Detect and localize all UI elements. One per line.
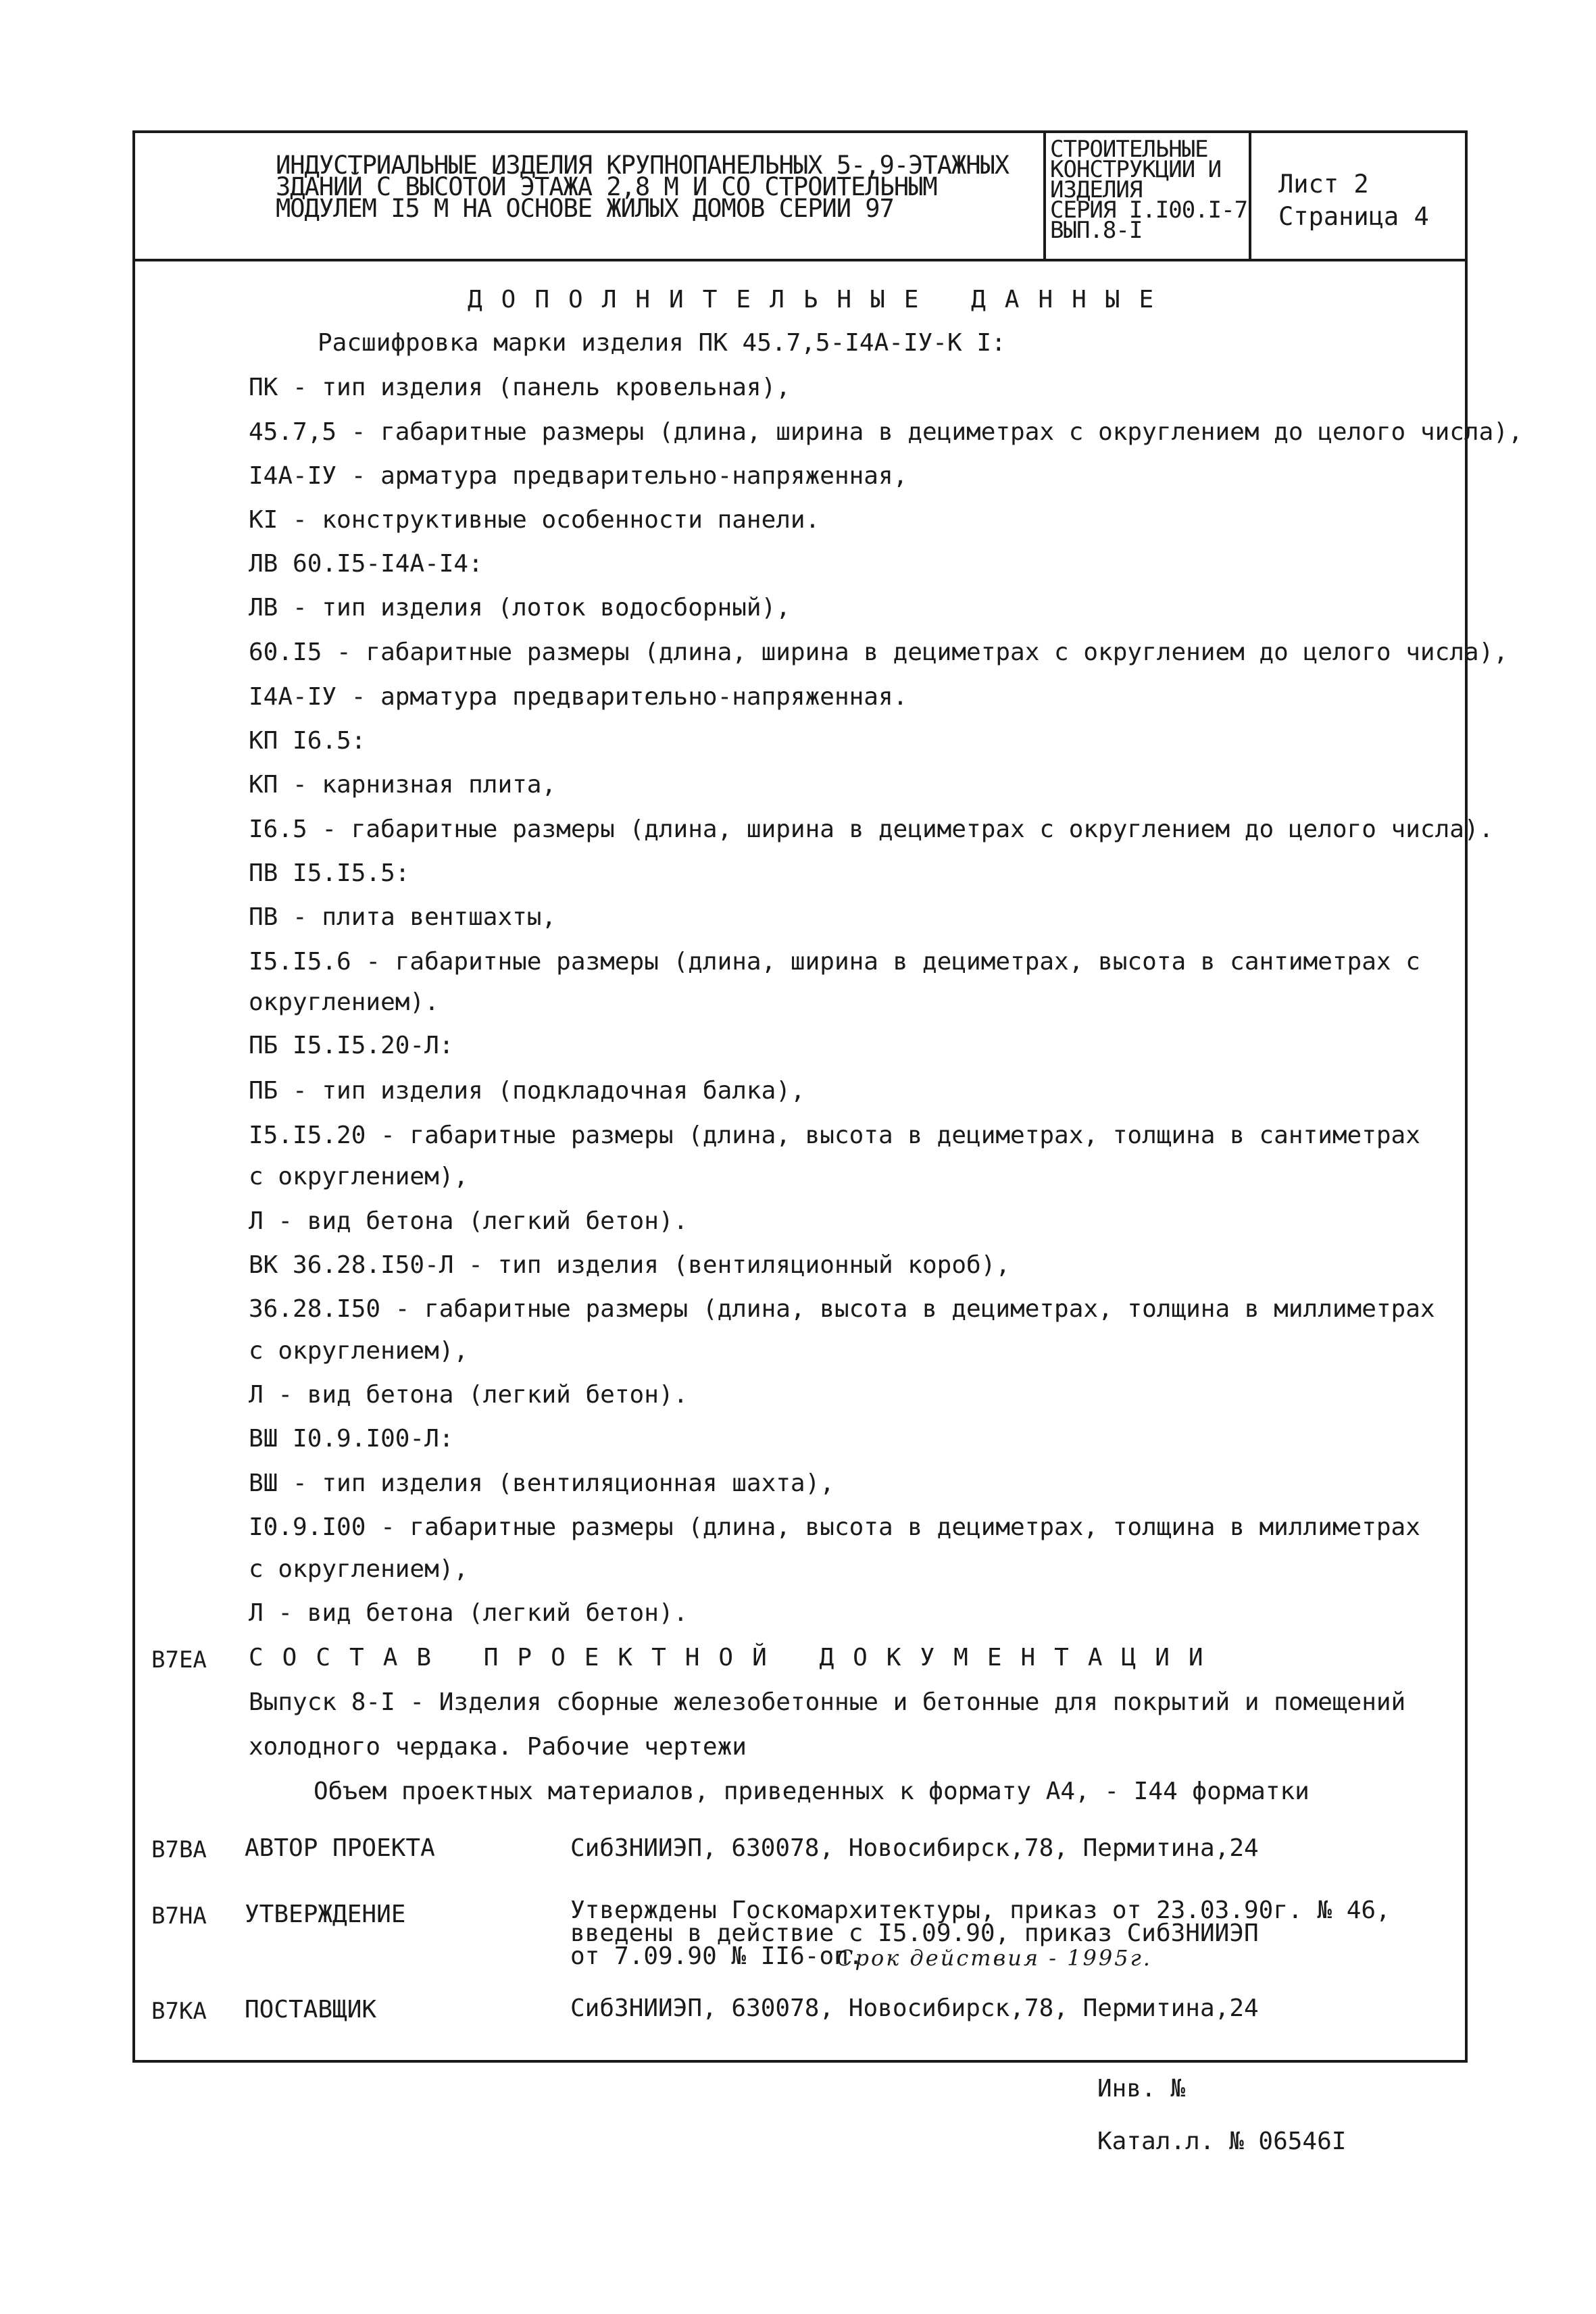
additional-line: ПБ - тип изделия (подкладочная балка), <box>249 1077 805 1105</box>
composition-code: В7ЕА <box>151 1646 207 1674</box>
additional-line: I5.I5.20 - габаритные размеры (длина, высота в дециметрах, толщина в сантиметрах <box>249 1122 1420 1149</box>
supplier-code: В7КА <box>151 1998 207 2025</box>
title-line-1: ИНДУСТРИАЛЬНЫЕ ИЗДЕЛИЯ КРУПНОПАНЕЛЬНЫХ 5-,9-ЭТАЖНЫХ <box>276 151 1009 180</box>
title-block-title <box>132 130 1046 259</box>
additional-line: I0.9.I00 - габаритные размеры (длина, высота в дециметрах, толщина в миллиметрах <box>249 1513 1420 1541</box>
approval-label: УТВЕРЖДЕНИЕ <box>245 1901 406 1928</box>
additional-line: I5.I5.6 - габаритные размеры (длина, ширина в дециметрах, высота в сантиметрах с <box>249 948 1420 976</box>
title-line-2: ЗДАНИЙ С ВЫСОТОЙ ЭТАЖА 2,8 М И СО СТРОИТЕЛЬНЫМ <box>276 172 937 201</box>
author-label: АВТОР ПРОЕКТА <box>245 1834 435 1862</box>
author-value: СибЗНИИЭП, 630078, Новосибирск,78, Пермитина,24 <box>570 1834 1259 1862</box>
approval-code: В7НА <box>151 1903 207 1930</box>
sheet-label: Лист 2 <box>1278 170 1369 199</box>
additional-line: округлением). <box>249 988 439 1016</box>
series-line-5: ВЫП.8-I <box>1050 217 1143 244</box>
catalog-number: Катал.л. № 06546I <box>1097 2128 1347 2155</box>
approval-line-1: Утверждены Госкомархитектуры, приказ от 23.03.90г. № 46, <box>570 1896 1391 1924</box>
composition-line-2: холодного чердака. Рабочие чертежи <box>249 1733 747 1761</box>
additional-line: КI - конструктивные особенности панели. <box>249 506 820 534</box>
author-code: В7ВА <box>151 1836 207 1863</box>
additional-line: 60.I5 - габаритные размеры (длина, ширина в дециметрах с округлением до целого числа), <box>249 638 1508 666</box>
inventory-number: Инв. № <box>1097 2075 1186 2103</box>
additional-line: ЛВ 60.I5-I4А-I4: <box>249 550 483 578</box>
additional-line: ВШ - тип изделия (вентиляционная шахта), <box>249 1469 834 1497</box>
additional-line: 45.7,5 - габаритные размеры (длина, ширина в дециметрах с округлением до целого числа), <box>249 418 1523 446</box>
composition-heading: СОСТАВ ПРОЕКТНОЙ ДОКУМЕНТАЦИИ <box>249 1644 1222 1671</box>
title-block-series <box>1046 130 1251 259</box>
additional-line: Л - вид бетона (легкий бетон). <box>249 1599 689 1627</box>
additional-line: Л - вид бетона (легкий бетон). <box>249 1381 689 1409</box>
series-line-4: СЕРИЯ I.I00.I-7 <box>1050 197 1248 224</box>
additional-line: ПВ I5.I5.5: <box>249 859 410 887</box>
additional-line: Расшифровка марки изделия ПК 45.7,5-I4А-IУ-К I: <box>318 329 1006 357</box>
additional-line: с округлением), <box>249 1163 469 1190</box>
additional-line: ВШ I0.9.I00-Л: <box>249 1425 454 1453</box>
additional-line: с округлением), <box>249 1337 469 1365</box>
additional-line: 36.28.I50 - габаритные размеры (длина, высота в дециметрах, толщина в миллиметрах <box>249 1295 1435 1323</box>
composition-line-1: Выпуск 8-I - Изделия сборные железобетонные и бетонные для покрытий и помещений <box>249 1688 1406 1716</box>
additional-line: ПВ - плита вентшахты, <box>249 903 557 931</box>
approval-handwritten-term: Срок действия - 1995г. <box>837 1945 1152 1971</box>
additional-line: с округлением), <box>249 1555 469 1583</box>
composition-line-3: Объем проектных материалов, приведенных к формату А4, - I44 форматки <box>314 1778 1310 1805</box>
section-margin-rule <box>132 1628 135 1898</box>
additional-line: I6.5 - габаритные размеры (длина, ширина в дециметрах с округлением до целого числа). <box>249 815 1494 843</box>
additional-line: КП - карнизная плита, <box>249 771 557 799</box>
additional-line: ПБ I5.I5.20-Л: <box>249 1032 454 1059</box>
series-line-3: ИЗДЕЛИЯ <box>1050 176 1143 203</box>
supplier-value: СибЗНИИЭП, 630078, Новосибирск,78, Пермитина,24 <box>570 1994 1259 2022</box>
additional-line: I4А-IУ - арматура предварительно-напряженная, <box>249 462 908 490</box>
title-line-3: МОДУЛЕМ I5 М НА ОСНОВЕ ЖИЛЫХ ДОМОВ СЕРИИ 97 <box>276 194 894 223</box>
series-line-2: КОНСТРУКЦИИ И <box>1050 156 1222 183</box>
approval-line-3: от 7.09.90 № II6-оп. <box>570 1942 864 1970</box>
title-block <box>132 130 1468 261</box>
approval-line-2: введены в действие с I5.09.90, приказ СибЗНИИЭП <box>570 1919 1259 1947</box>
additional-line: I4А-IУ - арматура предварительно-напряженная. <box>249 683 908 711</box>
supplier-label: ПОСТАВЩИК <box>245 1996 377 2023</box>
additional-line: КП I6.5: <box>249 727 366 755</box>
series-line-1: СТРОИТЕЛЬНЫЕ <box>1050 136 1208 163</box>
page-label: Страница 4 <box>1278 202 1429 231</box>
additional-heading: ДОПОЛНИТЕЛЬНЫЕ ДАННЫЕ <box>468 286 1173 313</box>
title-block-sheet <box>1251 130 1465 259</box>
additional-line: ПК - тип изделия (панель кровельная), <box>249 374 791 401</box>
additional-line: ВК 36.28.I50-Л - тип изделия (вентиляционный короб), <box>249 1251 1011 1279</box>
additional-line: Л - вид бетона (легкий бетон). <box>249 1207 689 1235</box>
additional-line: ЛВ - тип изделия (лоток водосборный), <box>249 594 791 622</box>
